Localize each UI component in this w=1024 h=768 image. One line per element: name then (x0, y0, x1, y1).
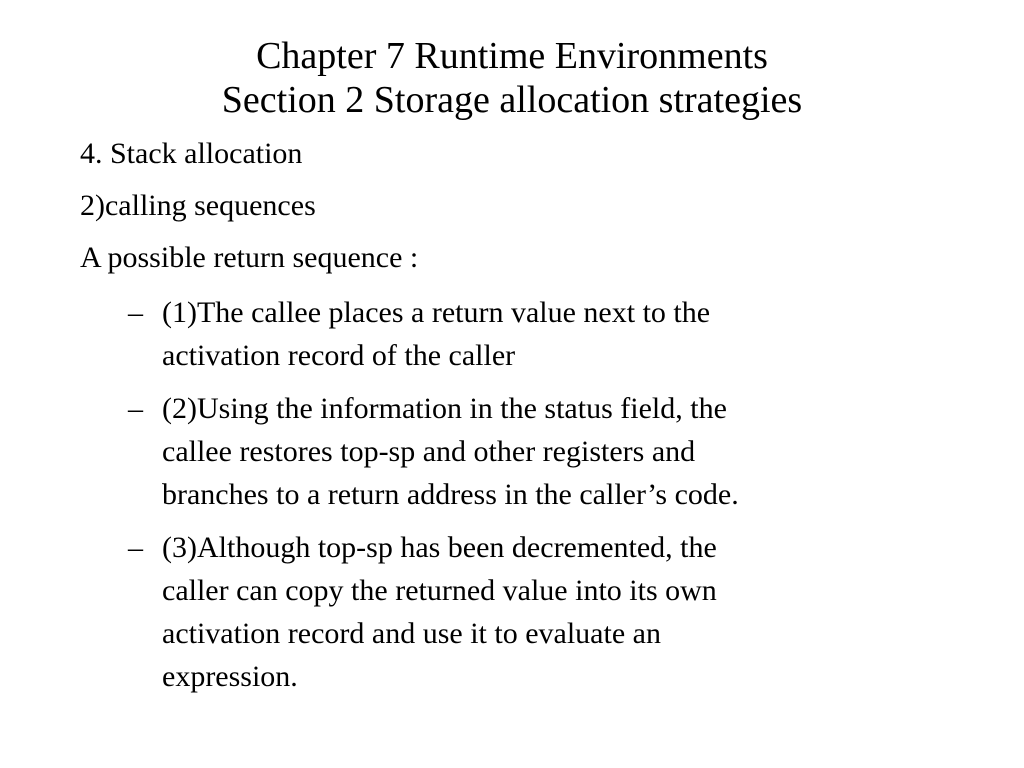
heading-calling-sequences: 2)calling sequences (80, 189, 316, 222)
bullet-text-line: (2)Using the information in the status field, the (162, 392, 727, 425)
bullet-text-line: (3)Although top-sp has been decremented, the (162, 531, 717, 564)
bullet-dash: – (128, 531, 143, 564)
title-line-section: Section 2 Storage allocation strategies (221, 79, 803, 121)
bullet-dash: – (128, 392, 143, 425)
bullet-text-line: expression. (162, 660, 298, 693)
bullet-text-line: callee restores top-sp and other registers and (162, 435, 696, 468)
slide-title (0, 34, 1024, 122)
return-sequence-list (80, 291, 980, 698)
heading-return-sequence: A possible return sequence : (80, 241, 419, 274)
title-line-chapter: Chapter 7 Runtime Environments (256, 35, 768, 77)
bullet-text-line: activation record of the caller (162, 339, 516, 372)
bullet-text-line: branches to a return address in the caller’s code. (162, 478, 739, 511)
bullet-text-line: caller can copy the returned value into its own (162, 574, 717, 607)
bullet-dash: – (128, 296, 143, 329)
list-item (80, 526, 980, 698)
slide-body (80, 135, 980, 708)
heading-stack-allocation: 4. Stack allocation (80, 137, 303, 170)
list-item (80, 387, 980, 516)
bullet-text-line: (1)The callee places a return value next to the (162, 296, 711, 329)
list-item (80, 291, 980, 377)
bullet-text-line: activation record and use it to evaluate an (162, 617, 661, 650)
